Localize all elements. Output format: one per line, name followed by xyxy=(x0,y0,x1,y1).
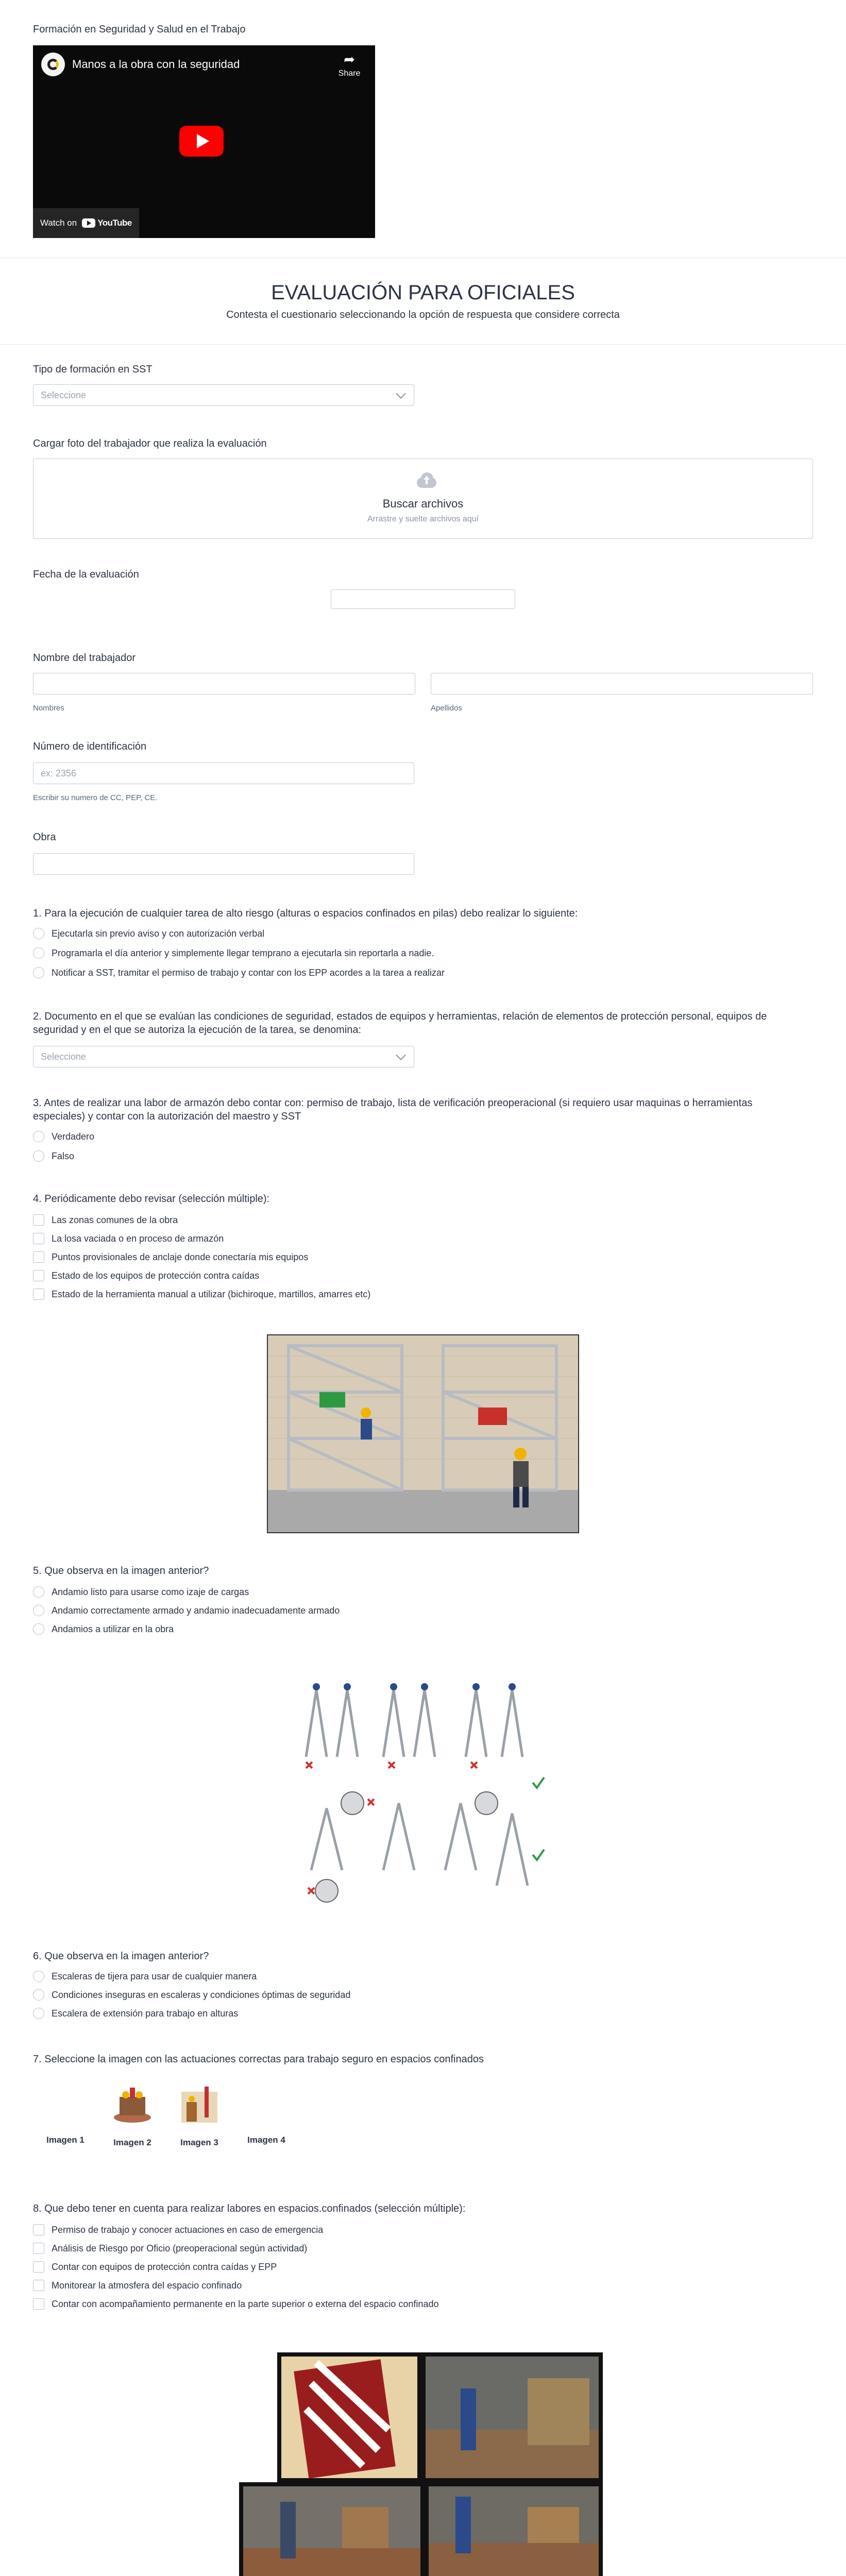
checkbox[interactable] xyxy=(33,1214,44,1226)
q5-label: 5. Que observa en la imagen anterior? xyxy=(33,1565,209,1577)
obra-label: Obra xyxy=(33,832,56,843)
last-name-input[interactable] xyxy=(431,673,813,694)
q8-option[interactable]: Análisis de Riesgo por Oficio (preoperacional según actividad) xyxy=(33,2242,307,2255)
q1-label: 1. Para la ejecución de cualquier tarea de alto riesgo (alturas o espacios confinados en pilas) debo realizar lo siguiente: xyxy=(33,908,578,919)
radio-button[interactable] xyxy=(33,1131,44,1142)
confined-space-thumbnail-2 xyxy=(109,2081,156,2128)
foto-label: Cargar foto del trabajador que realiza la evaluación xyxy=(33,438,267,449)
q6-option[interactable]: Escaleras de tijera para usar de cualquier manera xyxy=(33,1970,257,1982)
q2-select[interactable]: Seleccione xyxy=(33,1046,414,1067)
browse-files-button[interactable]: Buscar archivos xyxy=(382,497,464,510)
image-choice-4[interactable]: Imagen 4 xyxy=(247,2135,285,2145)
radio-button[interactable] xyxy=(33,2008,44,2019)
video-section-label: Formación en Seguridad y Salud en el Trabajo xyxy=(33,24,246,35)
obra-input[interactable] xyxy=(33,853,414,875)
watch-on-youtube-button[interactable]: Watch on YouTube xyxy=(33,208,139,238)
form-subtitle: Contesta el cuestionario seleccionando la opción de respuesta que considere correcta xyxy=(226,309,620,320)
radio-button[interactable] xyxy=(33,1623,44,1635)
q1-option[interactable]: Ejecutarla sin previo aviso y con autorización verbal xyxy=(33,927,264,940)
radio-button[interactable] xyxy=(33,1989,44,2001)
image-choice-3[interactable]: Imagen 3 xyxy=(176,2081,223,2148)
divider xyxy=(0,344,846,345)
radio-button[interactable] xyxy=(33,967,44,978)
q6-label: 6. Que observa en la imagen anterior? xyxy=(33,1951,209,1962)
checkbox[interactable] xyxy=(33,1270,44,1281)
q6-option[interactable]: Escalera de extensión para trabajo en alturas xyxy=(33,2007,238,2020)
youtube-logo-icon xyxy=(82,218,95,228)
video-player[interactable] xyxy=(33,45,375,238)
file-upload-dropzone[interactable] xyxy=(33,459,813,539)
fecha-label: Fecha de la evaluación xyxy=(33,569,139,580)
identificacion-input[interactable]: ex: 2356 xyxy=(33,762,414,784)
q2-label-line2: seguridad y en el que se autoriza la ejecución de la tarea, se denomina: xyxy=(33,1024,362,1036)
radio-button[interactable] xyxy=(33,1971,44,1982)
q4-option[interactable]: La losa vaciada o en proceso de armazón xyxy=(33,1232,224,1245)
q8-option[interactable]: Contar con equipos de protección contra caídas y EPP xyxy=(33,2261,277,2273)
checkbox[interactable] xyxy=(33,2243,44,2254)
checkbox[interactable] xyxy=(33,1289,44,1300)
form-title: EVALUACIÓN PARA OFICIALES xyxy=(271,281,575,304)
video-title: Manos a la obra con la seguridad xyxy=(72,58,240,71)
first-name-hint: Nombres xyxy=(33,704,64,713)
q4-label: 4. Periódicamente debo revisar (selección múltiple): xyxy=(33,1193,270,1205)
q6-option[interactable]: Condiciones inseguras en escaleras y condiciones óptimas de seguridad xyxy=(33,1989,350,2001)
q8-option[interactable]: Permiso de trabajo y conocer actuaciones en caso de emergencia xyxy=(33,2224,323,2236)
checkbox[interactable] xyxy=(33,2224,44,2235)
q4-option[interactable]: Puntos provisionales de anclaje donde conectaría mis equipos xyxy=(33,1251,308,1263)
checkbox[interactable] xyxy=(33,1251,44,1263)
play-button[interactable] xyxy=(179,126,224,157)
tipo-formacion-select[interactable]: Seleccione xyxy=(33,384,414,406)
play-icon xyxy=(197,134,209,148)
channel-logo xyxy=(41,53,65,76)
ladder-safety-illustration xyxy=(296,1680,550,1922)
cloud-upload-icon xyxy=(415,472,438,488)
q1-option[interactable]: Programarla el día anterior y simplemente llegar temprano a ejecutarla sin reportarla a nadie. xyxy=(33,947,434,959)
chevron-down-icon xyxy=(396,388,406,399)
share-button[interactable]: ➦ Share xyxy=(335,53,364,78)
q5-option[interactable]: Andamios a utilizar en la obra xyxy=(33,1623,174,1635)
checkbox[interactable] xyxy=(33,2298,44,2310)
q3-option[interactable]: Falso xyxy=(33,1150,74,1162)
q7-label: 7. Seleccione la imagen con las actuaciones correctas para trabajo seguro en espacios confinados xyxy=(33,2054,484,2065)
radio-button[interactable] xyxy=(33,928,44,939)
q3-label-line1: 3. Antes de realizar una labor de armazón debo contar con: permiso de trabajo, lista de verificación preoperacional (si requiero usar maquinas o herramientas xyxy=(33,1097,753,1109)
nombre-label: Nombre del trabajador xyxy=(33,652,136,664)
q8-option[interactable]: Monitorear la atmosfera del espacio confinado xyxy=(33,2279,242,2292)
q4-option[interactable]: Estado de los equipos de protección contra caídas xyxy=(33,1269,259,1282)
q4-option[interactable]: Estado de la herramienta manual a utilizar (bichiroque, martillos, amarres etc) xyxy=(33,1288,370,1300)
checkbox[interactable] xyxy=(33,1233,44,1244)
q4-option[interactable]: Las zonas comunes de la obra xyxy=(33,1214,178,1226)
chevron-down-icon xyxy=(396,1050,406,1060)
radio-button[interactable] xyxy=(33,1586,44,1598)
q3-option[interactable]: Verdadero xyxy=(33,1130,94,1143)
share-icon: ➦ xyxy=(344,52,355,67)
image-choice-1[interactable]: Imagen 1 xyxy=(46,2135,84,2145)
fecha-input[interactable] xyxy=(331,589,515,609)
identificacion-hint: Escribir su numero de CC, PEP, CE. xyxy=(33,793,158,802)
q1-option[interactable]: Notificar a SST, tramitar el permiso de trabajo y contar con los EPP acordes a la tarea a realizar xyxy=(33,967,445,979)
manual-handling-collage xyxy=(239,2352,603,2576)
radio-button[interactable] xyxy=(33,947,44,959)
q5-option[interactable]: Andamio correctamente armado y andamio inadecuadamente armado xyxy=(33,1604,340,1617)
q8-option[interactable]: Contar con acompañamiento permanente en la parte superior o externa del espacio confinado xyxy=(33,2298,438,2310)
identificacion-label: Número de identificación xyxy=(33,741,147,752)
checkbox[interactable] xyxy=(33,2280,44,2291)
image-choice-2[interactable]: Imagen 2 xyxy=(109,2081,156,2148)
last-name-hint: Apellidos xyxy=(431,704,462,713)
q3-label-line2: especiales) y contar con la autorización del maestro y SST xyxy=(33,1111,301,1122)
q5-option[interactable]: Andamio listo para usarse como izaje de cargas xyxy=(33,1586,249,1598)
scaffold-illustration xyxy=(267,1334,579,1533)
q8-label: 8. Que debo tener en cuenta para realizar labores en espacios.confinados (selección múltiple): xyxy=(33,2203,466,2214)
q2-label-line1: 2. Documento en el que se evalúan las condiciones de seguridad, estados de equipos y herramientas, relación de elementos de protección personal, equipos de xyxy=(33,1011,767,1022)
tipo-formacion-label: Tipo de formación en SST xyxy=(33,364,153,375)
drag-drop-hint: Arrastre y suelte archivos aquí xyxy=(367,515,479,523)
radio-button[interactable] xyxy=(33,1605,44,1616)
radio-button[interactable] xyxy=(33,1150,44,1162)
first-name-input[interactable] xyxy=(33,673,415,694)
checkbox[interactable] xyxy=(33,2261,44,2273)
confined-space-thumbnail-3 xyxy=(176,2081,223,2128)
